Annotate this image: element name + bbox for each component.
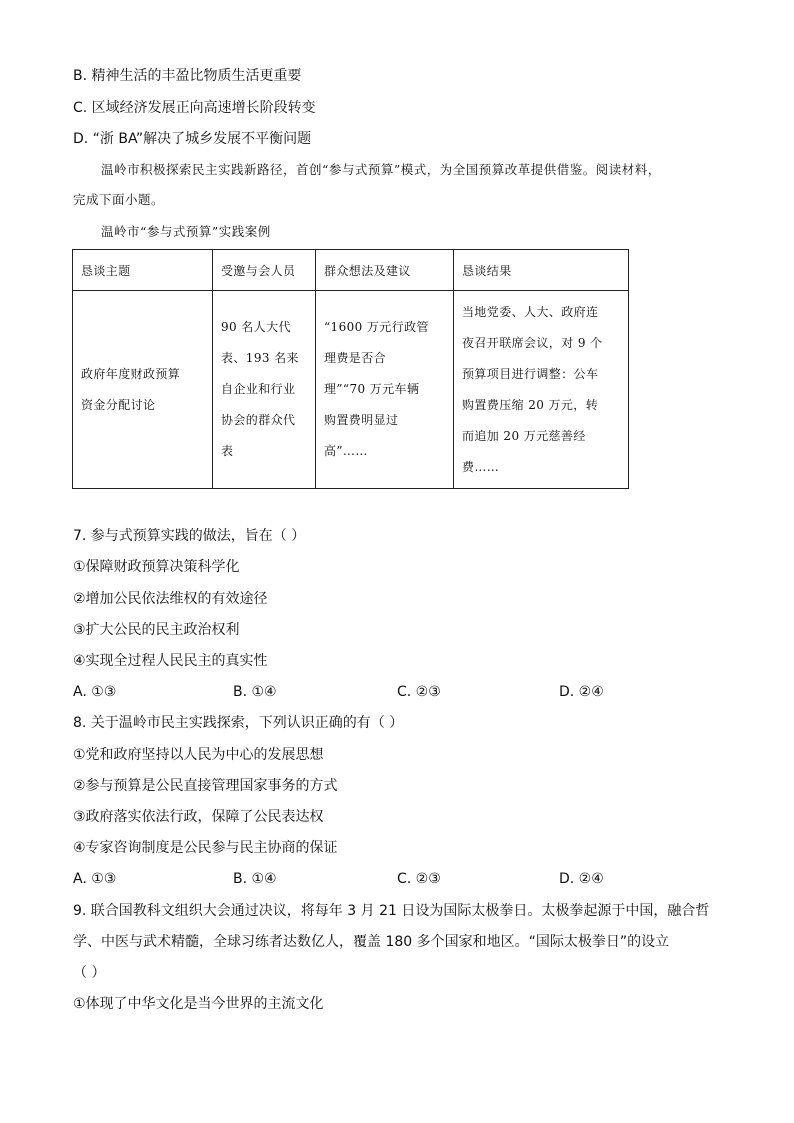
q8-item-4: ④专家咨询制度是公民参与民主协商的保证 (73, 840, 338, 856)
q8-item-3: ③政府落实依法行政，保障了公民表达权 (73, 809, 324, 825)
q8-stem: 8. 关于温岭市民主实践探索，下列认识正确的有（ ） (73, 715, 404, 731)
q8-option-c[interactable]: C. ②③ (397, 871, 441, 887)
cell-attendees-line: 表 (221, 444, 234, 458)
header-result: 恳谈结果 (454, 250, 629, 291)
q8-option-b[interactable]: B. ①④ (233, 871, 277, 887)
table-row (73, 291, 629, 489)
intro-line-1: 温岭市积极探索民主实践新路径，首创“参与式预算”模式，为全国预算改革提供借鉴。阅读材料， (101, 162, 661, 177)
cell-result-line: 当地党委、人大、政府连 (462, 304, 599, 319)
cell-result (454, 291, 629, 489)
q7-option-b[interactable]: B. ①④ (233, 684, 277, 700)
cell-topic-line: 资金分配讨论 (81, 397, 156, 412)
intro-line-2: 完成下面小题。 (73, 192, 165, 207)
cell-suggestions-line: “1600 万元行政管 (324, 320, 429, 334)
q9-item-1: ①体现了中华文化是当今世界的主流文化 (73, 996, 324, 1012)
q7-option-a[interactable]: A. ①③ (73, 684, 117, 700)
q7-option-c[interactable]: C. ②③ (397, 684, 441, 700)
q8-item-2: ②参与预算是公民直接管理国家事务的方式 (73, 778, 338, 794)
header-attendees: 受邀与会人员 (213, 250, 316, 291)
cell-suggestions-line: 高”…… (324, 444, 368, 458)
cell-attendees-line: 自企业和行业 (221, 382, 296, 396)
cell-result-line: 而追加 20 万元慈善经 (462, 428, 586, 443)
cell-topic (73, 291, 213, 489)
cell-result-line: 预算项目进行调整：公车 (462, 366, 599, 381)
prev-option-d: D. “浙 BA”解决了城乡发展不平衡问题 (73, 131, 312, 147)
header-suggestions: 群众想法及建议 (316, 250, 454, 291)
cell-topic-line: 政府年度财政预算 (81, 366, 181, 381)
q9-stem-line-3: （ ） (73, 965, 106, 981)
cell-suggestions-line: 购置费明显过 (324, 413, 399, 427)
q8-option-d[interactable]: D. ②④ (559, 871, 604, 887)
q9-stem-line-2: 学、中医与武术精髓，全球习练者达数亿人，覆盖 180 多个国家和地区。“国际太极拳日”的设立 (73, 934, 670, 950)
cell-suggestions-line: 理费是否合 (324, 351, 387, 365)
q7-item-4: ④实现全过程人民民主的真实性 (73, 653, 268, 669)
cell-attendees-line: 协会的群众代 (221, 413, 296, 427)
q7-item-3: ③扩大公民的民主政治权利 (73, 622, 240, 638)
prev-option-b: B. 精神生活的丰盈比物质生活更重要 (73, 68, 302, 84)
q8-item-1: ①党和政府坚持以人民为中心的发展思想 (73, 747, 324, 763)
cell-suggestions-line: 理”“70 万元车辆 (324, 382, 420, 396)
cell-result-line: 夜召开联席会议，对 9 个 (462, 335, 603, 350)
q9-stem-line-1: 9. 联合国教科文组织大会通过决议，将每年 3 月 21 日设为国际太极拳日。太极拳起源于中国，融合哲 (73, 903, 710, 919)
cell-attendees (213, 291, 316, 489)
prev-option-c: C. 区域经济发展正向高速增长阶段转变 (73, 100, 316, 116)
cell-attendees-line: 90 名人大代 (221, 320, 291, 334)
q7-option-d[interactable]: D. ②④ (559, 684, 604, 700)
case-table (72, 249, 629, 489)
q8-option-a[interactable]: A. ①③ (73, 871, 117, 887)
cell-result-line: 费…… (462, 459, 500, 474)
cell-attendees-line: 表、193 名来 (221, 351, 299, 365)
q7-stem: 7. 参与式预算实践的做法，旨在（ ） (73, 528, 306, 544)
header-topic: 恳谈主题 (73, 250, 213, 291)
cell-result-line: 购置费压缩 20 万元，转 (462, 397, 599, 412)
table-caption: 温岭市“参与式预算”实践案例 (101, 224, 271, 239)
q7-item-1: ①保障财政预算决策科学化 (73, 559, 240, 575)
table-header-row (73, 250, 629, 291)
cell-suggestions (316, 291, 454, 489)
q7-item-2: ②增加公民依法维权的有效途径 (73, 591, 268, 607)
